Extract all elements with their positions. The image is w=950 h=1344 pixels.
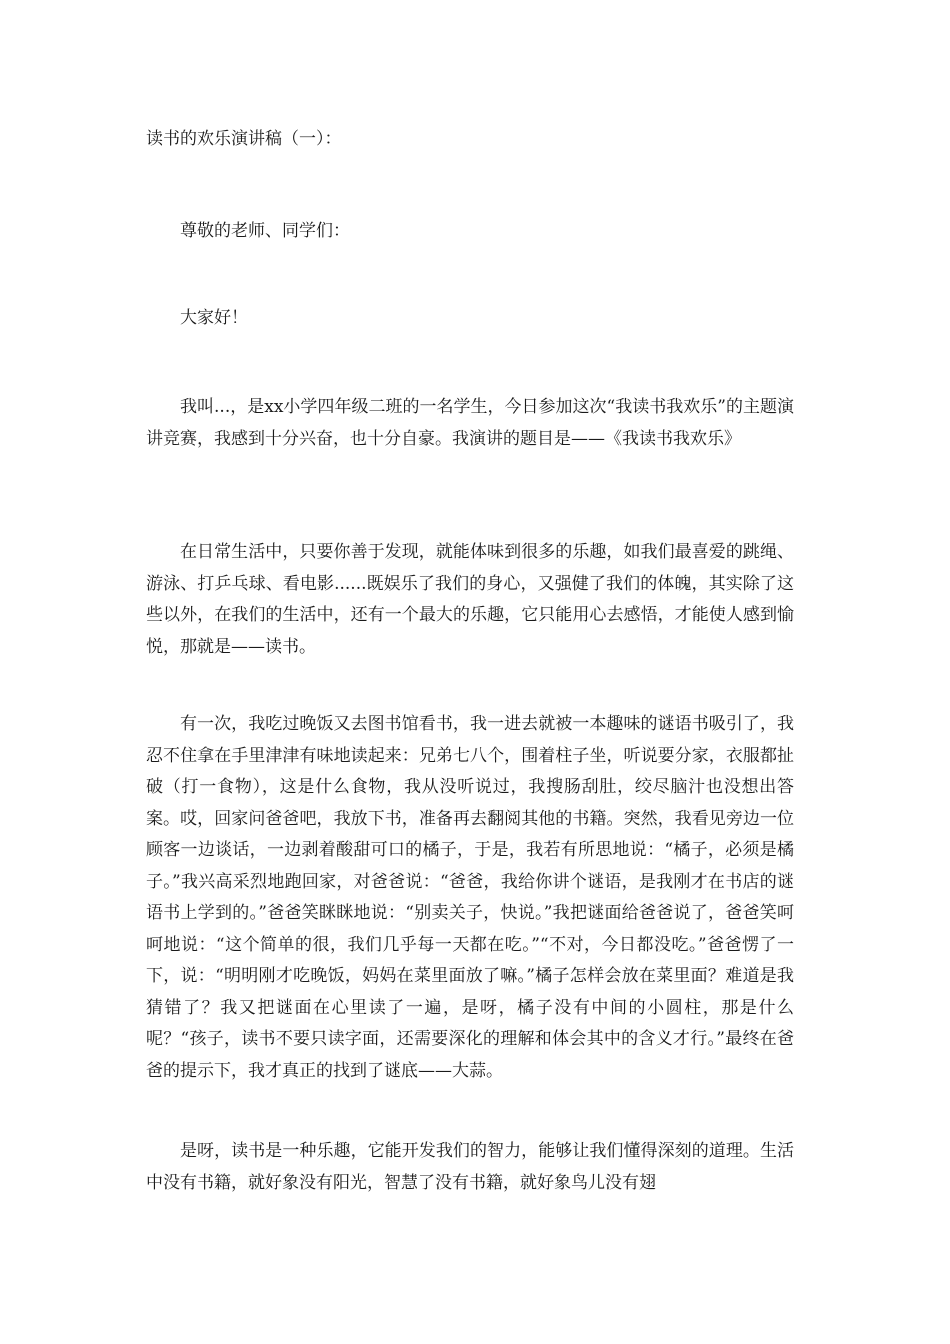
paragraph-introduction: 我叫...，是xx小学四年级二班的一名学生，今日参加这次“我读书我欢乐”的主题演讲竞赛，我感到十分兴奋，也十分自豪。我演讲的题目是——《我读书我欢乐》 <box>146 397 794 449</box>
paragraph-conclusion: 是呀，读书是一种乐趣，它能开发我们的智力，能够让我们懂得深刻的道理。生活中没有书籍，就好象没有阳光，智慧了没有书籍，就好象鸟儿没有翅 <box>146 1141 794 1193</box>
paragraph-riddle-story: 有一次，我吃过晚饭又去图书馆看书，我一进去就被一本趣味的谜语书吸引了，我忍不住拿在手里津津有味地读起来：兄弟七八个，围着柱子坐，听说要分家，衣服都扯破（打一食物），这是什么食物，我从没听说过，我搜肠刮肚，绞尽脑汁也没想出答案。哎，回家问爸爸吧，我放下书，准备再去翻阅其他的书籍。突然，我看见旁边一位顾客一边谈话，一边剥着酸甜可口的橘子，于是，我若有所思地说：“橘子，必须是橘子。”我兴高采烈地跑回家，对爸爸说：“爸爸，我给你讲个谜语，是我刚才在书店的谜语书上学到的。”爸爸笑眯眯地说：“别卖关子，快说。”我把谜面给爸爸说了，爸爸笑呵呵地说：“这个简单的很，我们几乎每一天都在吃。”“不对，今日都没吃。”爸爸愣了一下，说：“明明刚才吃晚饭，妈妈在菜里面放了嘛。”橘子怎样会放在菜里面？难道是我猜错了？我又把谜面在心里读了一遍，是呀，橘子没有中间的小圆柱，那是什么呢？“孩子，读书不要只读字面，还需要深化的理解和体会其中的含义才行。”最终在爸爸的提示下，我才真正的找到了谜底——大蒜。 <box>146 714 794 1081</box>
paragraph-hello: 大家好！ <box>180 308 248 328</box>
paragraph-greeting: 尊敬的老师、同学们： <box>180 221 350 241</box>
paragraph-daily-life: 在日常生活中，只要你善于发现，就能体味到很多的乐趣，如我们最喜爱的跳绳、游泳、打乒乓球、看电影......既娱乐了我们的身心，又强健了我们的体魄，其实除了这些以外，在我们的生活中，还有一个最大的乐趣，它只能用心去感悟，才能使人感到愉悦，那就是——读书。 <box>146 542 794 657</box>
document-title: 读书的欢乐演讲稿（一）： <box>146 129 342 149</box>
